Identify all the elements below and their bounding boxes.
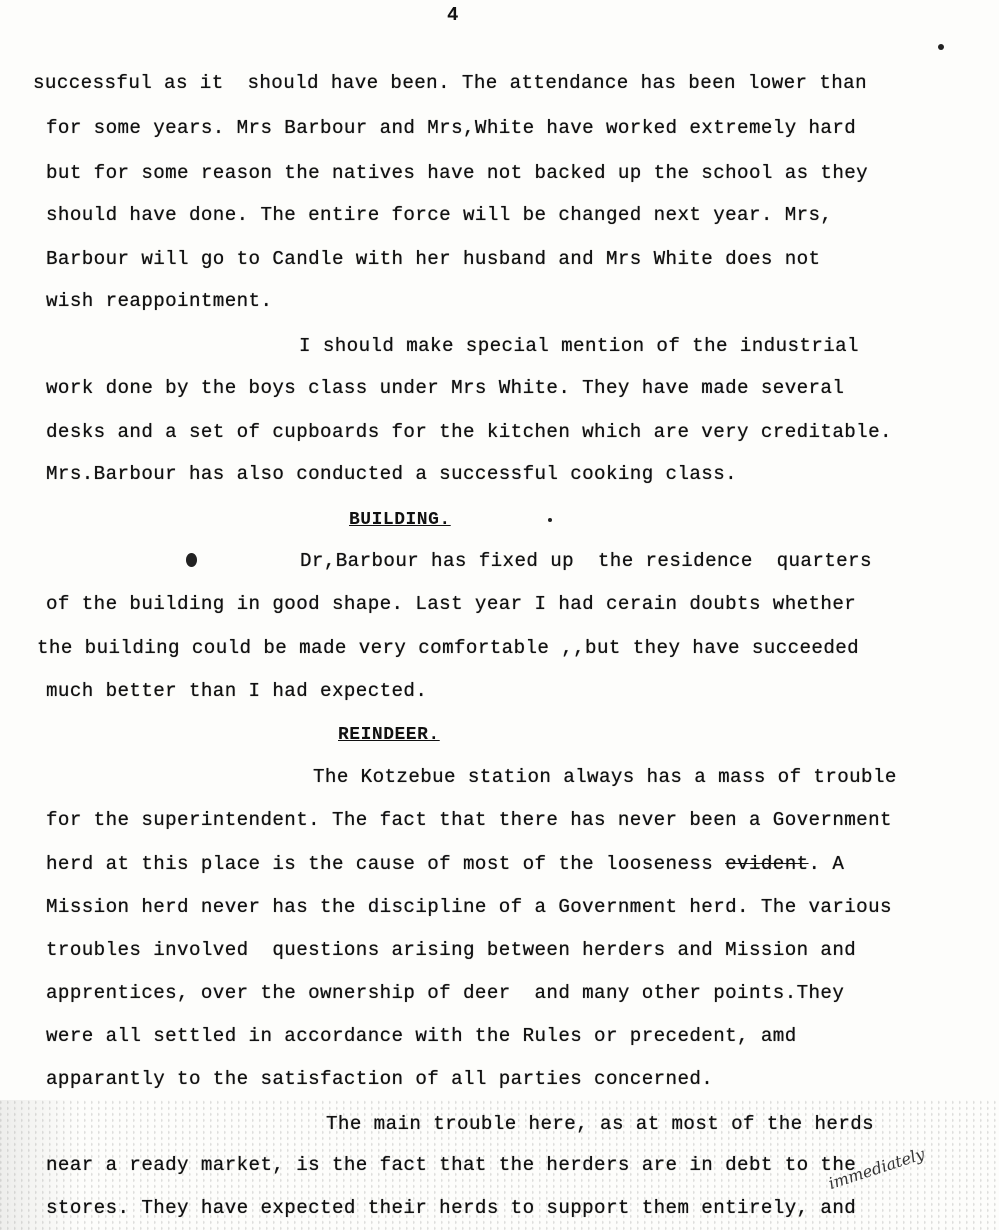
body-line: near a ready market, is the fact that the herders are in debt to the [46, 1154, 857, 1176]
body-line: Dr,Barbour has fixed up the residence quarters [300, 550, 872, 572]
body-line: wish reappointment. [46, 290, 273, 312]
body-text: . A [808, 853, 845, 875]
body-line: work done by the boys class under Mrs White. They have made several [46, 377, 845, 399]
body-line: Mrs.Barbour has also conducted a successful cooking class. [46, 463, 738, 485]
body-line: apprentices, over the ownership of deer and many other points.They [46, 982, 845, 1004]
ink-speck [548, 518, 552, 522]
body-line: much better than I had expected. [46, 680, 428, 702]
body-line: Mission herd never has the discipline of a Government herd. The various [46, 896, 892, 918]
body-line: troubles involved questions arising between herders and Mission and [46, 939, 857, 961]
body-line: Barbour will go to Candle with her husband and Mrs White does not [46, 248, 821, 270]
body-line [46, 852, 844, 876]
body-line: apparantly to the satisfaction of all parties concerned. [46, 1068, 714, 1090]
body-line: The main trouble here, as at most of the herds [326, 1113, 875, 1135]
section-heading-building: BUILDING. [349, 510, 451, 530]
body-line: of the building in good shape. Last year I had cerain doubts whether [46, 593, 857, 615]
body-line: should have done. The entire force will be changed next year. Mrs, [46, 204, 833, 226]
body-line: The Kotzebue station always has a mass of trouble [313, 766, 897, 788]
body-line: were all settled in accordance with the Rules or precedent, amd [46, 1025, 797, 1047]
body-line: the building could be made very comfortable ,,but they have succeeded [37, 637, 860, 659]
body-line: stores. They have expected their herds to support them entirely, and [46, 1197, 857, 1219]
body-line: successful as it should have been. The attendance has been lower than [33, 72, 868, 94]
body-line: for the superintendent. The fact that there has never been a Government [46, 809, 892, 831]
handwritten-annotation: immediately [826, 1144, 928, 1193]
section-heading-reindeer: REINDEER. [338, 725, 440, 745]
body-line: but for some reason the natives have not backed up the school as they [46, 162, 869, 184]
ink-speck [186, 553, 197, 567]
body-line: I should make special mention of the industrial [299, 335, 859, 357]
page-number: 4 [447, 4, 459, 26]
body-text: herd at this place is the cause of most of the looseness [46, 853, 726, 875]
body-line: for some years. Mrs Barbour and Mrs,White have worked extremely hard [46, 117, 857, 139]
struck-word: evident [725, 853, 809, 875]
body-line: desks and a set of cupboards for the kitchen which are very creditable. [46, 421, 892, 443]
ink-speck [938, 44, 944, 50]
